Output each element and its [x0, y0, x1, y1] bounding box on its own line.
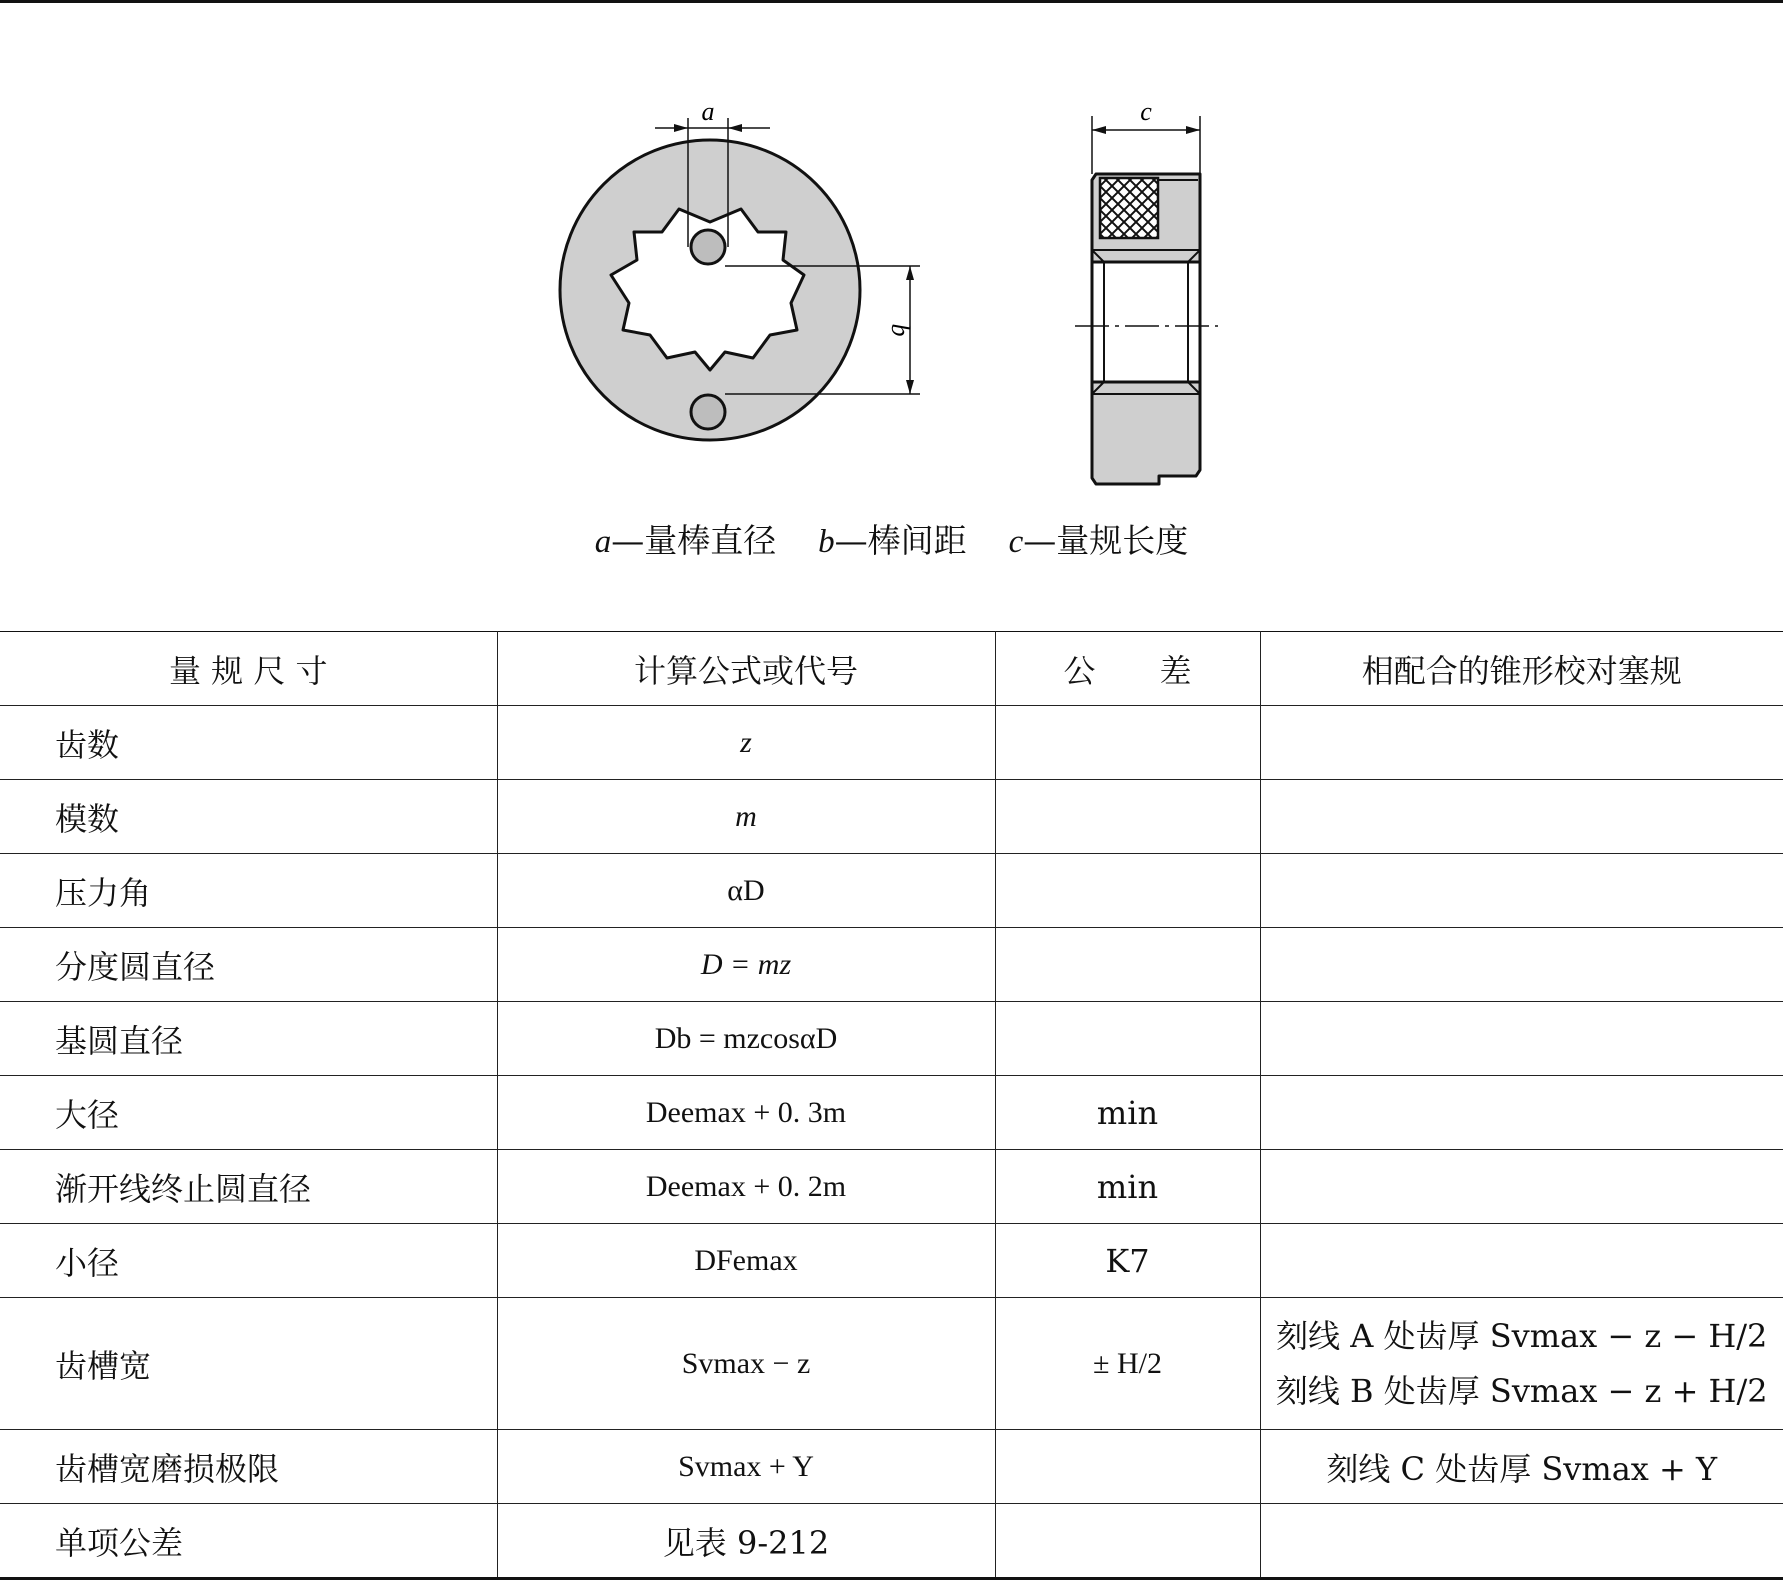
row-formula: 见表 9-212: [497, 1504, 995, 1579]
measuring-pin-top: [691, 230, 725, 264]
figure-caption: [0, 515, 1783, 562]
plug-line-b: 刻线 B 处齿厚 Svmax − z + H/2: [1275, 1371, 1768, 1410]
row-name: 大径: [0, 1076, 497, 1150]
row-tolerance: [995, 706, 1260, 780]
row-tolerance: [995, 928, 1260, 1002]
row-tolerance: min: [995, 1150, 1260, 1224]
row-plug: [1260, 1430, 1783, 1504]
measuring-pin-bottom: [691, 395, 725, 429]
caption-a-symbol: a: [594, 524, 612, 560]
formula-text: z: [740, 725, 752, 759]
caption-b-symbol: b: [818, 524, 835, 560]
formula-text: m: [735, 799, 757, 833]
row-name: 单项公差: [0, 1504, 497, 1579]
table-header-row: [0, 632, 1783, 706]
caption-c-text: —量规长度: [1023, 521, 1189, 560]
formula-text: D = mz: [700, 947, 792, 981]
table-row: [0, 1002, 1783, 1076]
table-row: [0, 928, 1783, 1002]
row-name: 齿槽宽: [0, 1298, 497, 1430]
row-name: 基圆直径: [0, 1002, 497, 1076]
row-tolerance: [995, 780, 1260, 854]
row-formula: [497, 780, 995, 854]
row-formula: Svmax − z: [497, 1298, 995, 1430]
row-tolerance: [995, 854, 1260, 928]
table-row: [0, 706, 1783, 780]
knurl-band: [1100, 178, 1158, 238]
table-row: [0, 1298, 1783, 1430]
row-formula: Db = mzcosαD: [497, 1002, 995, 1076]
row-tolerance: ± H/2: [995, 1298, 1260, 1430]
table-row: [0, 854, 1783, 928]
row-tolerance: [995, 1002, 1260, 1076]
row-tolerance: [995, 1430, 1260, 1504]
row-name: 齿槽宽磨损极限: [0, 1430, 497, 1504]
row-formula: αD: [497, 854, 995, 928]
table-row: [0, 1150, 1783, 1224]
row-plug: [1260, 1150, 1783, 1224]
side-view: [1075, 97, 1218, 484]
row-formula: Svmax + Y: [497, 1430, 995, 1504]
row-plug: [1260, 706, 1783, 780]
header-mating-plug-gauge: 相配合的锥形校对塞规: [1260, 632, 1783, 706]
row-plug: [1260, 1002, 1783, 1076]
caption-c-symbol: c: [1008, 524, 1024, 560]
row-tolerance: min: [995, 1076, 1260, 1150]
row-plug: [1260, 854, 1783, 928]
plug-line-a: 刻线 A 处齿厚 Svmax − z − H/2: [1276, 1316, 1768, 1355]
row-name: 渐开线终止圆直径: [0, 1150, 497, 1224]
gauge-dimension-table: [0, 631, 1783, 1580]
table-row: [0, 1504, 1783, 1579]
plug-line-c: 刻线 C 处齿厚 Svmax + Y: [1326, 1449, 1718, 1488]
row-name: 分度圆直径: [0, 928, 497, 1002]
table-row: [0, 1430, 1783, 1504]
row-plug: [1260, 928, 1783, 1002]
table-row: [0, 1076, 1783, 1150]
row-plug: [1260, 1076, 1783, 1150]
row-name: 压力角: [0, 854, 497, 928]
row-tolerance: K7: [995, 1224, 1260, 1298]
top-rule: [0, 0, 1783, 3]
row-formula: Deemax + 0. 2m: [497, 1150, 995, 1224]
header-formula: 计算公式或代号: [497, 632, 995, 706]
dim-label-c: c: [1140, 97, 1152, 126]
row-plug: [1260, 780, 1783, 854]
table-row: [0, 780, 1783, 854]
dim-label-a: a: [701, 97, 715, 126]
dim-label-b: b: [886, 323, 915, 337]
row-formula: DFemax: [497, 1224, 995, 1298]
row-plug: [1260, 1504, 1783, 1579]
row-name: 小径: [0, 1224, 497, 1298]
row-tolerance: [995, 1504, 1260, 1579]
row-formula: [497, 706, 995, 780]
row-name: 模数: [0, 780, 497, 854]
front-view: [560, 97, 920, 440]
row-plug: [1260, 1224, 1783, 1298]
caption-a-text: —量棒直径: [611, 521, 777, 560]
row-name: 齿数: [0, 706, 497, 780]
row-formula: Deemax + 0. 3m: [497, 1076, 995, 1150]
row-plug: [1260, 1298, 1783, 1430]
caption-b-text: —棒间距: [834, 521, 967, 560]
header-tolerance: 公 差: [995, 632, 1260, 706]
row-formula: [497, 928, 995, 1002]
table-row: [0, 1224, 1783, 1298]
header-gauge-dimension: 量 规 尺 寸: [0, 632, 497, 706]
